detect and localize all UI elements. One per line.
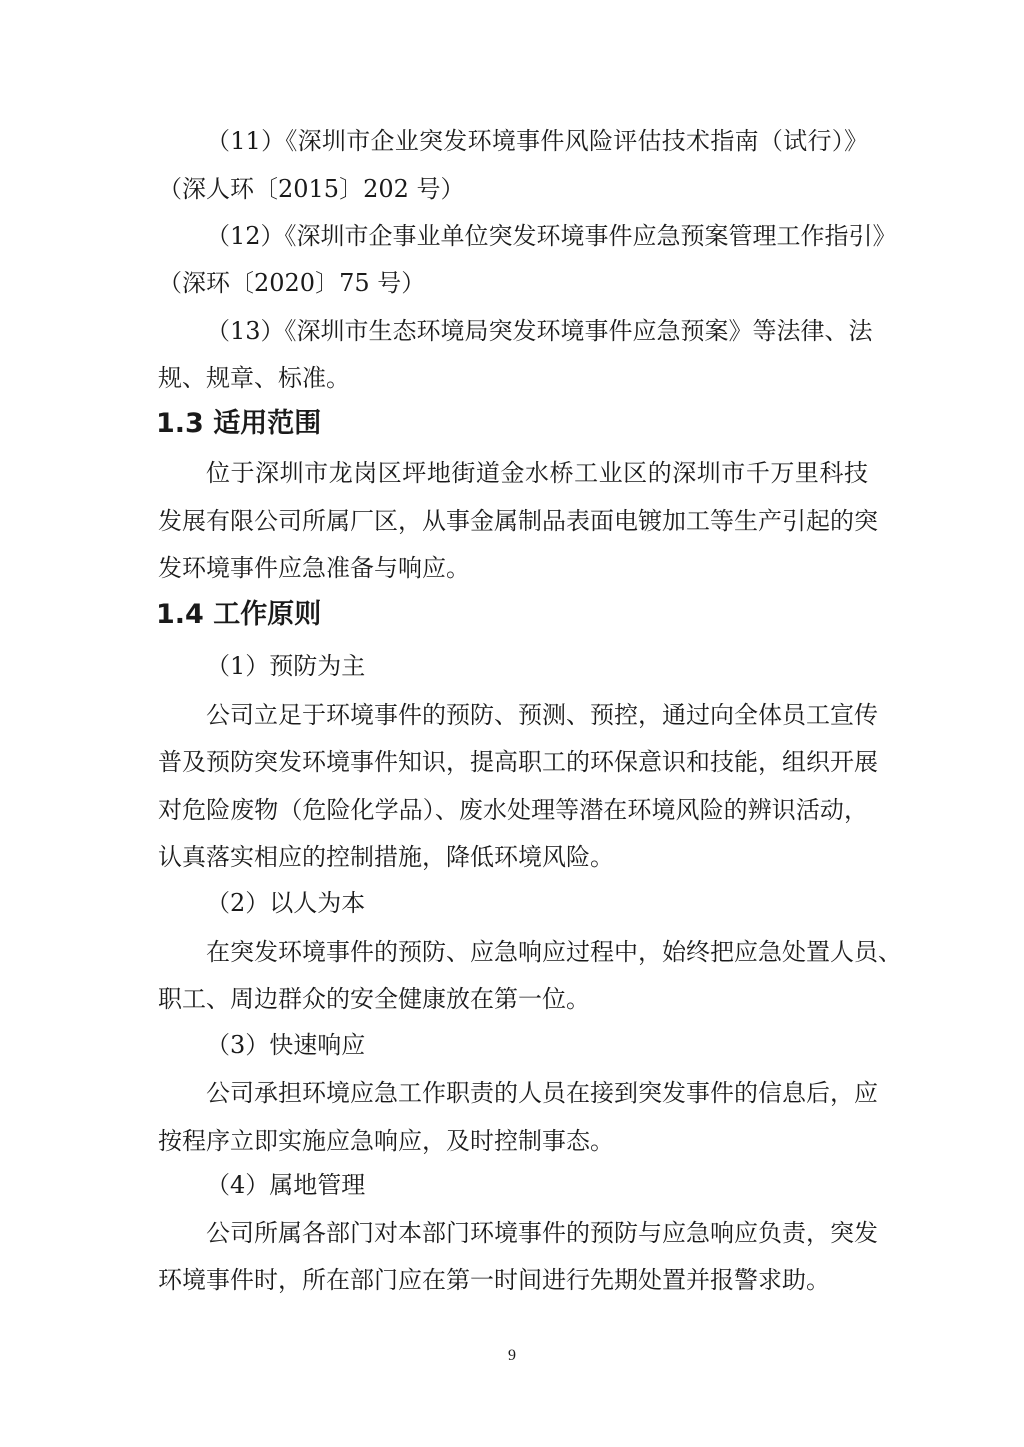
principle-4-line-2: 环境事件时，所在部门应在第一时间进行先期处置并报警求助。 [158, 1266, 830, 1294]
page-number: 9 [508, 1347, 516, 1364]
reference-12-line-1: （12）《深圳市企事业单位突发环境事件应急预案管理工作指引》 [206, 222, 897, 250]
principle-2-title: （2）以人为本 [206, 889, 366, 917]
principle-3-title: （3）快速响应 [206, 1031, 366, 1059]
scope-line-3: 发环境事件应急准备与响应。 [158, 554, 470, 582]
principle-4-line-1: 公司所属各部门对本部门环境事件的预防与应急响应负责，突发 [206, 1219, 878, 1247]
principle-3-line-2: 按程序立即实施应急响应，及时控制事态。 [158, 1127, 614, 1155]
principle-2-line-2: 职工、周边群众的安全健康放在第一位。 [158, 985, 590, 1013]
reference-12-line-2: （深环〔2020〕75 号） [158, 269, 426, 297]
principle-1-title: （1）预防为主 [206, 652, 366, 680]
reference-13-line-2: 规、规章、标准。 [158, 364, 350, 392]
section-heading-1-4: 1.4 工作原则 [156, 599, 322, 630]
principle-1-line-4: 认真落实相应的控制措施，降低环境风险。 [158, 843, 614, 871]
section-heading-1-3: 1.3 适用范围 [156, 408, 322, 439]
reference-13-line-1: （13）《深圳市生态环境局突发环境事件应急预案》等法律、法 [206, 317, 873, 345]
principle-1-line-1: 公司立足于环境事件的预防、预测、预控，通过向全体员工宣传 [206, 701, 878, 729]
scope-line-1: 位于深圳市龙岗区坪地街道金水桥工业区的深圳市千万里科技 [206, 459, 868, 487]
reference-11-line-2: （深人环〔2015〕202 号） [158, 175, 465, 203]
principle-1-line-3: 对危险废物（危险化学品）、废水处理等潜在环境风险的辨识活动， [158, 796, 868, 824]
principle-1-line-2: 普及预防突发环境事件知识，提高职工的环保意识和技能，组织开展 [158, 748, 878, 776]
reference-11-line-1: （11）《深圳市企业突发环境事件风险评估技术指南（试行）》 [206, 127, 868, 155]
scope-line-2: 发展有限公司所属厂区，从事金属制品表面电镀加工等生产引起的突 [158, 507, 878, 535]
principle-4-title: （4）属地管理 [206, 1171, 366, 1199]
principle-3-line-1: 公司承担环境应急工作职责的人员在接到突发事件的信息后，应 [206, 1079, 878, 1107]
principle-2-line-1: 在突发环境事件的预防、应急响应过程中，始终把应急处置人员、 [206, 938, 902, 966]
